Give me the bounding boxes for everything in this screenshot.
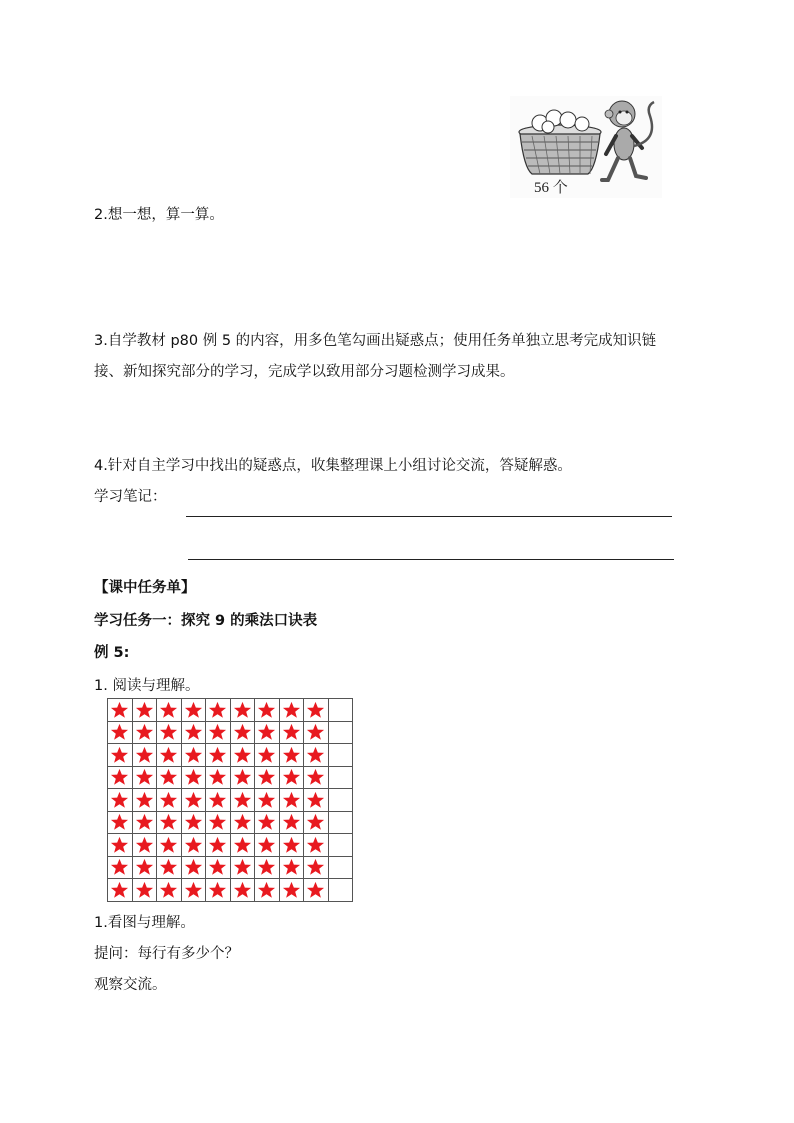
star-cell <box>206 789 231 812</box>
notes-line-2 <box>188 559 674 560</box>
star-cell <box>132 721 157 744</box>
star-icon <box>159 881 178 899</box>
star-cell <box>230 811 255 834</box>
star-cell <box>181 744 206 767</box>
star-cell <box>157 744 182 767</box>
star-icon <box>184 881 203 899</box>
star-cell <box>279 811 304 834</box>
star-icon <box>208 836 227 854</box>
empty-cell <box>328 811 353 834</box>
star-cell <box>304 766 329 789</box>
star-grid-row <box>108 811 353 834</box>
star-icon <box>257 723 276 741</box>
star-cell <box>206 834 231 857</box>
star-icon <box>135 746 154 764</box>
star-icon <box>282 791 301 809</box>
item-3-line-1: 3.自学教材 p80 例 5 的内容，用多色笔勾画出疑惑点；使用任务单独立思考完成知识链 <box>94 333 657 349</box>
star-icon <box>208 768 227 786</box>
star-cell <box>157 789 182 812</box>
empty-cell <box>328 744 353 767</box>
star-icon <box>110 768 129 786</box>
star-grid-row <box>108 834 353 857</box>
star-cell <box>255 721 280 744</box>
star-cell <box>304 856 329 879</box>
star-icon <box>135 791 154 809</box>
star-icon <box>233 746 252 764</box>
star-icon <box>208 791 227 809</box>
item-4-text: 4.针对自主学习中找出的疑惑点，收集整理课上小组讨论交流，答疑解惑。 <box>94 458 572 474</box>
star-cell <box>279 879 304 902</box>
step-1-read: 1. 阅读与理解。 <box>94 678 200 694</box>
star-icon <box>233 723 252 741</box>
star-icon <box>135 723 154 741</box>
star-cell <box>206 856 231 879</box>
star-cell <box>181 766 206 789</box>
star-icon <box>208 813 227 831</box>
star-icon <box>306 881 325 899</box>
star-icon <box>159 723 178 741</box>
star-icon <box>208 723 227 741</box>
star-cell <box>132 811 157 834</box>
star-cell <box>132 834 157 857</box>
star-cell <box>230 856 255 879</box>
star-cell <box>304 811 329 834</box>
star-cell <box>230 789 255 812</box>
star-cell <box>304 879 329 902</box>
star-icon <box>306 746 325 764</box>
star-icon <box>306 768 325 786</box>
star-icon <box>184 768 203 786</box>
star-cell <box>304 744 329 767</box>
star-cell <box>108 834 133 857</box>
star-icon <box>135 813 154 831</box>
star-cell <box>108 699 133 722</box>
star-icon <box>306 701 325 719</box>
monkey-icon <box>602 101 654 180</box>
star-cell <box>181 856 206 879</box>
star-icon <box>257 881 276 899</box>
peach-basket-icon <box>519 110 601 174</box>
star-cell <box>255 856 280 879</box>
star-icon <box>135 858 154 876</box>
star-icon <box>233 768 252 786</box>
star-icon <box>282 881 301 899</box>
star-cell <box>230 721 255 744</box>
star-icon <box>208 858 227 876</box>
star-grid-row <box>108 721 353 744</box>
empty-cell <box>328 699 353 722</box>
star-cell <box>132 744 157 767</box>
star-icon <box>257 768 276 786</box>
star-grid-row <box>108 766 353 789</box>
star-icon <box>110 836 129 854</box>
star-icon <box>208 701 227 719</box>
star-cell <box>157 834 182 857</box>
star-icon <box>233 791 252 809</box>
star-icon <box>184 701 203 719</box>
star-grid <box>107 698 353 902</box>
star-cell <box>157 879 182 902</box>
star-cell <box>206 721 231 744</box>
star-icon <box>306 836 325 854</box>
star-cell <box>279 721 304 744</box>
star-cell <box>206 811 231 834</box>
item-2-text: 2.想一想，算一算。 <box>94 207 224 223</box>
star-icon <box>135 881 154 899</box>
star-cell <box>304 834 329 857</box>
star-cell <box>230 744 255 767</box>
star-cell <box>132 766 157 789</box>
star-icon <box>282 701 301 719</box>
star-cell <box>132 789 157 812</box>
star-icon <box>233 701 252 719</box>
star-icon <box>159 813 178 831</box>
empty-cell <box>328 721 353 744</box>
star-cell <box>304 721 329 744</box>
star-cell <box>279 766 304 789</box>
star-cell <box>157 811 182 834</box>
empty-cell <box>328 766 353 789</box>
star-icon <box>233 813 252 831</box>
star-icon <box>233 858 252 876</box>
star-icon <box>110 746 129 764</box>
star-icon <box>257 813 276 831</box>
star-cell <box>279 699 304 722</box>
notes-label: 学习笔记： <box>94 489 167 505</box>
star-cell <box>157 721 182 744</box>
star-icon <box>110 813 129 831</box>
star-grid-row <box>108 699 353 722</box>
star-icon <box>159 858 178 876</box>
star-cell <box>255 879 280 902</box>
star-cell <box>181 834 206 857</box>
star-cell <box>255 766 280 789</box>
star-icon <box>208 881 227 899</box>
peach-monkey-illustration <box>510 96 662 198</box>
star-cell <box>108 744 133 767</box>
star-icon <box>184 746 203 764</box>
star-grid-row <box>108 879 353 902</box>
star-cell <box>279 834 304 857</box>
observe-text: 观察交流。 <box>94 977 167 993</box>
star-icon <box>135 701 154 719</box>
star-icon <box>306 858 325 876</box>
star-cell <box>181 811 206 834</box>
star-icon <box>184 813 203 831</box>
star-cell <box>108 856 133 879</box>
example-label: 例 5: <box>94 645 130 661</box>
star-cell <box>206 744 231 767</box>
star-icon <box>282 723 301 741</box>
star-icon <box>110 858 129 876</box>
star-icon <box>208 746 227 764</box>
notes-line-1 <box>186 516 672 517</box>
star-icon <box>184 836 203 854</box>
empty-cell <box>328 834 353 857</box>
star-icon <box>110 701 129 719</box>
star-cell <box>157 856 182 879</box>
star-cell <box>279 789 304 812</box>
star-cell <box>255 811 280 834</box>
empty-cell <box>328 856 353 879</box>
task-1-title: 学习任务一：探究 9 的乘法口诀表 <box>94 613 318 629</box>
star-cell <box>132 856 157 879</box>
star-icon <box>233 836 252 854</box>
star-icon <box>110 791 129 809</box>
star-cell <box>279 856 304 879</box>
star-icon <box>184 791 203 809</box>
star-icon <box>233 881 252 899</box>
star-grid-row <box>108 744 353 767</box>
question-text: 提问：每行有多少个？ <box>94 946 239 962</box>
star-cell <box>181 721 206 744</box>
star-cell <box>181 879 206 902</box>
star-cell <box>230 834 255 857</box>
star-cell <box>255 699 280 722</box>
star-icon <box>282 813 301 831</box>
star-cell <box>132 879 157 902</box>
star-icon <box>257 791 276 809</box>
star-grid-row <box>108 856 353 879</box>
star-icon <box>282 768 301 786</box>
star-cell <box>206 766 231 789</box>
star-cell <box>279 744 304 767</box>
star-cell <box>206 879 231 902</box>
star-cell <box>304 699 329 722</box>
star-icon <box>184 723 203 741</box>
star-icon <box>110 723 129 741</box>
star-icon <box>257 701 276 719</box>
star-icon <box>135 836 154 854</box>
star-icon <box>282 746 301 764</box>
star-icon <box>306 723 325 741</box>
star-cell <box>181 699 206 722</box>
item-3-line-2: 接、新知探究部分的学习，完成学以致用部分习题检测学习成果。 <box>94 364 515 380</box>
star-icon <box>110 881 129 899</box>
star-icon <box>184 858 203 876</box>
star-cell <box>304 789 329 812</box>
star-cell <box>108 766 133 789</box>
star-cell <box>132 699 157 722</box>
star-icon <box>159 791 178 809</box>
star-icon <box>257 836 276 854</box>
star-cell <box>181 789 206 812</box>
star-cell <box>157 766 182 789</box>
star-icon <box>159 701 178 719</box>
star-icon <box>306 791 325 809</box>
empty-cell <box>328 789 353 812</box>
star-cell <box>108 811 133 834</box>
star-cell <box>108 789 133 812</box>
section-title: 【课中任务单】 <box>94 580 196 596</box>
star-icon <box>306 813 325 831</box>
star-cell <box>206 699 231 722</box>
star-icon <box>135 768 154 786</box>
star-cell <box>255 789 280 812</box>
star-cell <box>230 879 255 902</box>
star-cell <box>157 699 182 722</box>
star-cell <box>255 744 280 767</box>
star-icon <box>282 836 301 854</box>
star-cell <box>230 766 255 789</box>
star-icon <box>159 768 178 786</box>
illustration-caption: 56 个 <box>534 180 568 196</box>
star-icon <box>159 746 178 764</box>
step-1-look: 1.看图与理解。 <box>94 915 195 931</box>
star-cell <box>230 699 255 722</box>
star-grid-row <box>108 789 353 812</box>
star-cell <box>108 879 133 902</box>
star-icon <box>257 858 276 876</box>
empty-cell <box>328 879 353 902</box>
star-cell <box>108 721 133 744</box>
star-icon <box>159 836 178 854</box>
star-icon <box>257 746 276 764</box>
star-icon <box>282 858 301 876</box>
star-cell <box>255 834 280 857</box>
